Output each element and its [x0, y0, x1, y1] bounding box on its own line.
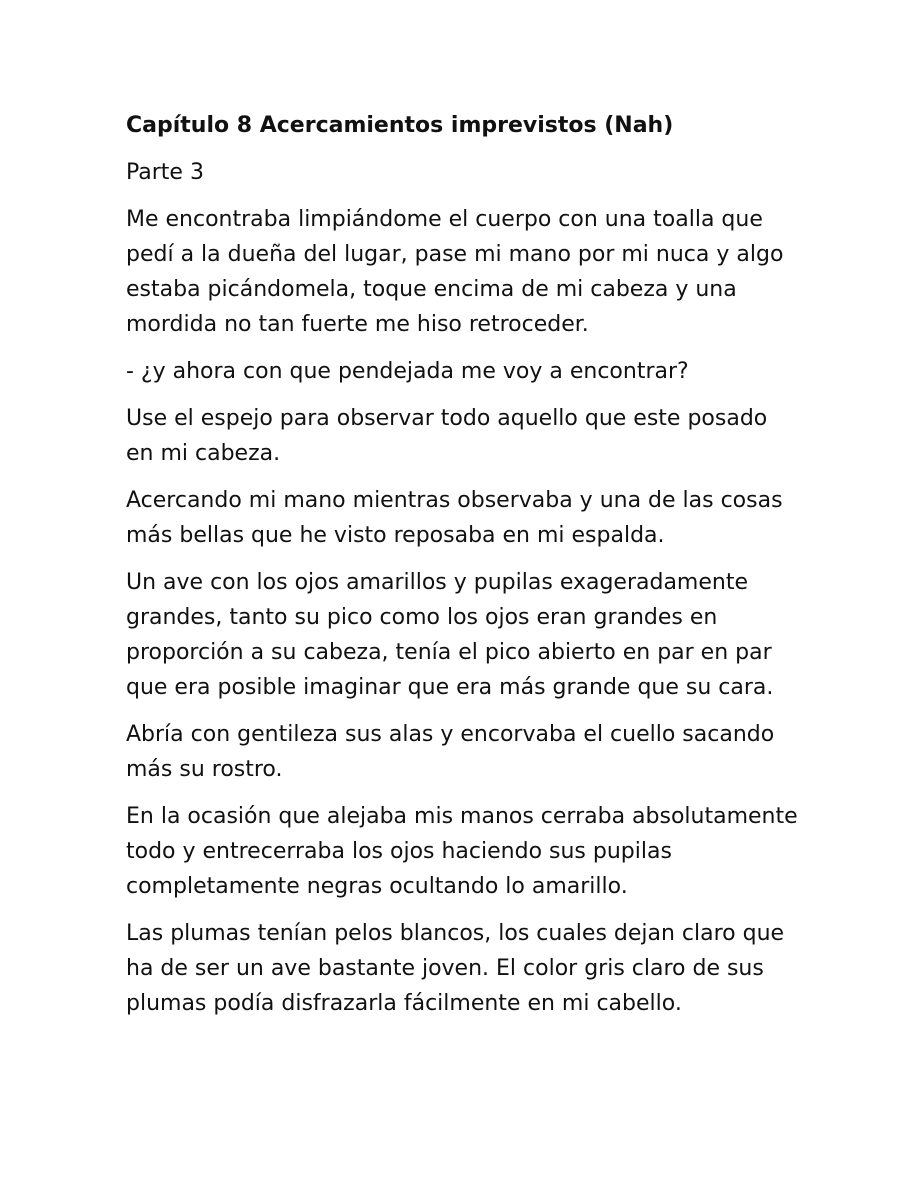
chapter-title: Capítulo 8 Acercamientos imprevistos (Nah) — [126, 113, 674, 138]
paragraph-4: Acercando mi mano mientras observaba y una de las cosas más bellas que he visto reposaba en mi espalda. — [126, 488, 783, 548]
paragraph-5: Un ave con los ojos amarillos y pupilas exageradamente grandes, tanto su pico como los ojos eran grandes en proporción a su cabeza, tenía el pico abierto en par en par que era posible imaginar que era más grande que su cara. — [126, 570, 774, 700]
paragraph-1: Me encontraba limpiándome el cuerpo con una toalla que pedí a la dueña del lugar, pase mi mano por mi nuca y algo estaba picándomela, toque encima de mi cabeza y una mordida no tan fuerte me hiso retroceder. — [126, 207, 784, 337]
paragraph-3: Use el espejo para observar todo aquello que este posado en mi cabeza. — [126, 406, 768, 466]
paragraph-8: Las plumas tenían pelos blancos, los cuales dejan claro que ha de ser un ave bastante joven. El color gris claro de sus plumas podía disfrazarla fácilmente en mi cabello. — [126, 921, 785, 1016]
part-label: Parte 3 — [126, 160, 204, 185]
paragraph-2-dialogue: - ¿y ahora con que pendejada me voy a encontrar? — [126, 359, 689, 384]
paragraph-6: Abría con gentileza sus alas y encorvaba el cuello sacando más su rostro. — [126, 722, 775, 782]
paragraph-7: En la ocasión que alejaba mis manos cerraba absolutamente todo y entrecerraba los ojos haciendo sus pupilas completamente negras ocultando lo amarillo. — [126, 804, 798, 899]
